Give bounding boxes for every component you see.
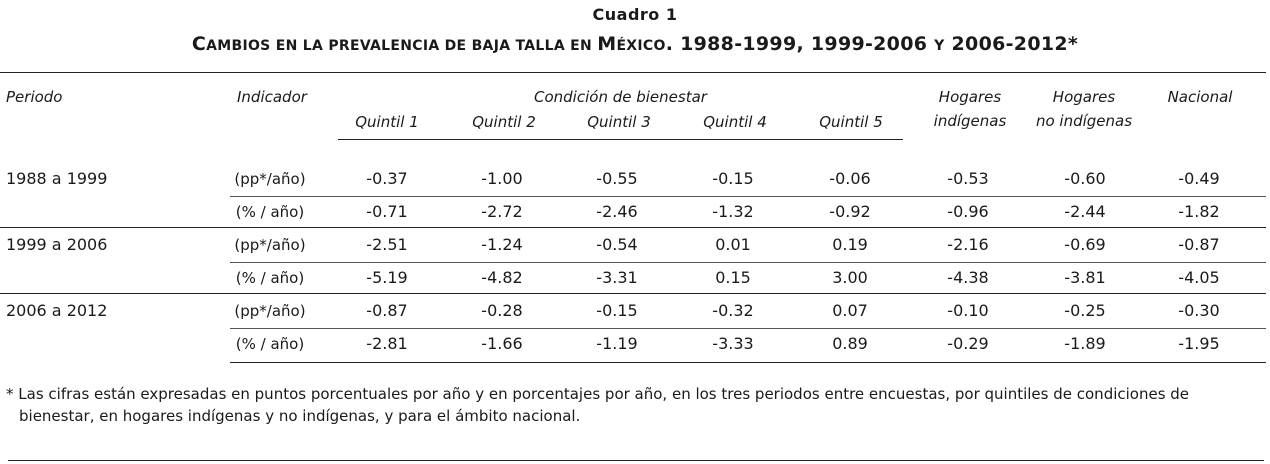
table-cell: 0.01: [715, 235, 751, 254]
table-top-rule: [0, 72, 1266, 73]
title-part: 2006-2012*: [944, 33, 1079, 55]
title-part: . 1988-1999, 1999-2006: [665, 33, 935, 55]
title-part: ÉXICO: [616, 38, 666, 54]
table-cell: -2.72: [481, 202, 523, 221]
table-cell: -0.71: [366, 202, 408, 221]
header-periodo: Periodo: [6, 88, 63, 106]
footnote-line-2: bienestar, en hogares indígenas y no indígenas, y para el ámbito nacional.: [19, 407, 581, 425]
title-part: M: [597, 33, 617, 55]
table-cell: -1.00: [481, 169, 523, 188]
row-indicador: (pp*/año): [234, 236, 306, 254]
table-cell: -0.10: [947, 301, 989, 320]
row-indicador: (% / año): [235, 269, 305, 287]
header-hogares-no-indigenas-1: Hogares: [1052, 88, 1116, 106]
row-inner-rule: [230, 262, 1266, 263]
row-inner-rule: [230, 328, 1266, 329]
table-bottom-rule: [230, 362, 1266, 363]
table-cell: -3.31: [596, 268, 638, 287]
table-cell: -2.51: [366, 235, 408, 254]
table-cell: -0.15: [712, 169, 754, 188]
header-quintil-5: Quintil 5: [819, 113, 883, 131]
table-cell: 3.00: [832, 268, 868, 287]
table-cell: -1.95: [1178, 334, 1220, 353]
table-cell: -0.30: [1178, 301, 1220, 320]
page-bottom-rule: [8, 460, 1264, 461]
period-separator-rule: [0, 293, 1266, 294]
header-indicador: Indicador: [237, 88, 307, 106]
table-cell: -2.46: [596, 202, 638, 221]
row-periodo: 1988 a 1999: [6, 169, 108, 188]
table-cell: -5.19: [366, 268, 408, 287]
table-cell: -0.28: [481, 301, 523, 320]
table-cell: -1.24: [481, 235, 523, 254]
row-indicador: (pp*/año): [234, 170, 306, 188]
table-cell: -0.49: [1178, 169, 1220, 188]
table-cell: -1.66: [481, 334, 523, 353]
period-separator-rule: [0, 227, 1266, 228]
table-cell: -0.25: [1064, 301, 1106, 320]
table-cell: -3.33: [712, 334, 754, 353]
table-cell: -0.54: [596, 235, 638, 254]
table-cell: -0.87: [1178, 235, 1220, 254]
footnote: [6, 383, 1266, 427]
table-cell: -2.16: [947, 235, 989, 254]
header-hogares-no-indigenas-2: no indígenas: [1035, 112, 1133, 130]
table-cell: -0.87: [366, 301, 408, 320]
table-cell: -3.81: [1064, 268, 1106, 287]
row-indicador: (% / año): [235, 335, 305, 353]
table-cell: 0.19: [832, 235, 868, 254]
row-indicador: (% / año): [235, 203, 305, 221]
row-indicador: (pp*/año): [234, 302, 306, 320]
header-quintil-3: Quintil 3: [587, 113, 651, 131]
table-cell: -1.89: [1064, 334, 1106, 353]
title-part: C: [191, 33, 207, 55]
table-cell: -0.92: [829, 202, 871, 221]
table-cell: -0.96: [947, 202, 989, 221]
table-title: [0, 33, 1270, 55]
title-part: Y: [934, 38, 945, 54]
table-cell: -0.06: [829, 169, 871, 188]
table-cell: -4.82: [481, 268, 523, 287]
table-number: Cuadro 1: [592, 5, 678, 24]
table-cell: -0.60: [1064, 169, 1106, 188]
table-cell: 0.89: [832, 334, 868, 353]
table-cell: -2.44: [1064, 202, 1106, 221]
table-cell: -2.81: [366, 334, 408, 353]
table-cell: -0.37: [366, 169, 408, 188]
table-cell: -0.29: [947, 334, 989, 353]
footnote-line-1: * Las cifras están expresadas en puntos porcentuales por año y en porcentajes por año, en los tres periodos entre encuestas, por quintiles de condiciones de: [6, 385, 1190, 403]
header-quintil-1: Quintil 1: [355, 113, 419, 131]
condicion-underline: [338, 139, 903, 140]
header-condicion-bienestar: Condición de bienestar: [534, 88, 707, 106]
header-quintil-4: Quintil 4: [703, 113, 767, 131]
row-periodo: 2006 a 2012: [6, 301, 108, 320]
header-nacional: Nacional: [1167, 88, 1233, 106]
table-cell: -0.53: [947, 169, 989, 188]
table-cell: 0.07: [832, 301, 868, 320]
table-cell: -1.82: [1178, 202, 1220, 221]
title-part: AMBIOS EN LA PREVALENCIA DE BAJA TALLA EN: [206, 38, 598, 54]
table-cell: -4.05: [1178, 268, 1220, 287]
table-cell: 0.15: [715, 268, 751, 287]
table-cell: -0.32: [712, 301, 754, 320]
table-cell: -0.55: [596, 169, 638, 188]
header-hogares-indigenas-1: Hogares: [938, 88, 1002, 106]
table-cell: -0.15: [596, 301, 638, 320]
header-hogares-indigenas-2: indígenas: [933, 112, 1007, 130]
row-periodo: 1999 a 2006: [6, 235, 108, 254]
table-cell: -4.38: [947, 268, 989, 287]
table-cell: -0.69: [1064, 235, 1106, 254]
table-cell: -1.19: [596, 334, 638, 353]
row-inner-rule: [230, 196, 1266, 197]
table-cell: -1.32: [712, 202, 754, 221]
header-quintil-2: Quintil 2: [472, 113, 536, 131]
